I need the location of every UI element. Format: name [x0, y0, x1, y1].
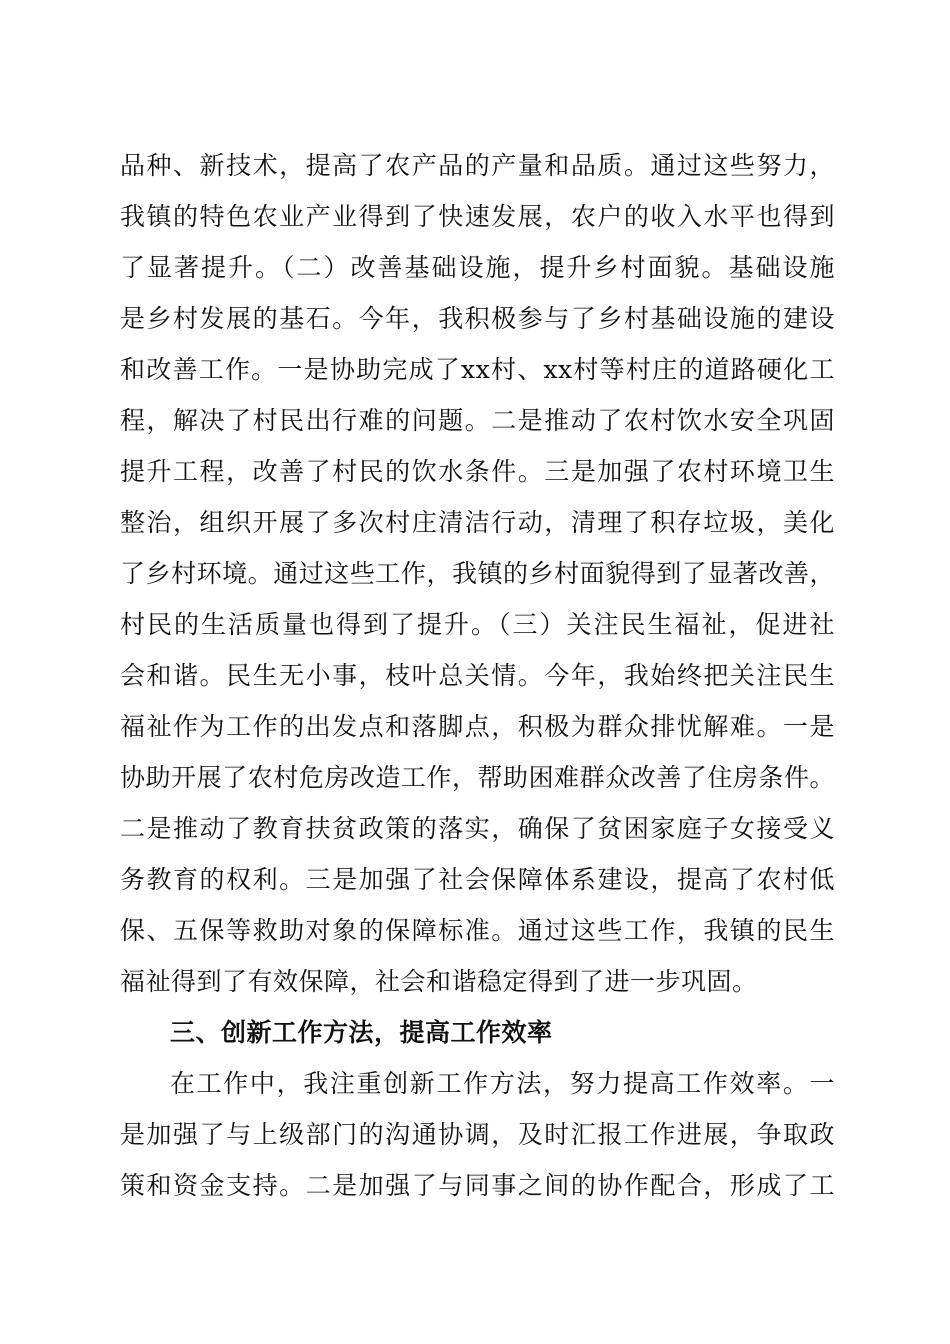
paragraph-line: 是加强了与上级部门的沟通协调，及时汇报工作进展，争取政: [120, 1120, 835, 1149]
text-line: 福祉得到了有效保障，社会和谐稳定得到了进一步巩固。: [120, 967, 758, 996]
text-line: 村民的生活质量也得到了提升。（三）关注民生福祉，促进社: [120, 610, 835, 639]
body-text: [120, 140, 835, 1211]
text-line: 我镇的特色农业产业得到了快速发展，农户的收入水平也得到: [120, 202, 835, 231]
text-line: 提升工程，改善了村民的饮水条件。三是加强了农村环境卫生: [120, 457, 835, 486]
text-line: 会和谐。民生无小事，枝叶总关情。今年，我始终把关注民生: [120, 661, 835, 690]
text-line: 品种、新技术，提高了农产品的产量和品质。通过这些努力，: [120, 151, 835, 180]
text-line: 了显著提升。（二）改善基础设施，提升乡村面貌。基础设施: [120, 253, 835, 282]
text-line: 协助开展了农村危房改造工作，帮助困难群众改善了住房条件。: [120, 763, 835, 792]
text-line: 整治，组织开展了多次村庄清洁行动，清理了积存垃圾，美化: [120, 508, 835, 537]
text-line: 保、五保等救助对象的保障标准。通过这些工作，我镇的民生: [120, 916, 835, 945]
paragraph-line: 策和资金支持。二是加强了与同事之间的协作配合，形成了工: [120, 1171, 835, 1200]
text-line: 二是推动了教育扶贫政策的落实，确保了贫困家庭子女接受义: [120, 814, 835, 843]
text-line: 是乡村发展的基石。今年，我积极参与了乡村基础设施的建设: [120, 304, 835, 333]
section-heading: 三、创新工作方法，提高工作效率: [170, 1018, 553, 1047]
text-line: 了乡村环境。通过这些工作，我镇的乡村面貌得到了显著改善，: [120, 559, 835, 588]
text-line: 和改善工作。一是协助完成了xx村、xx村等村庄的道路硬化工: [120, 355, 835, 384]
text-line: 福祉作为工作的出发点和落脚点，积极为群众排忧解难。一是: [120, 712, 835, 741]
paragraph-line: 在工作中，我注重创新工作方法，努力提高工作效率。一: [170, 1069, 835, 1098]
text-line: 程，解决了村民出行难的问题。二是推动了农村饮水安全巩固: [120, 406, 835, 435]
text-line: 务教育的权利。三是加强了社会保障体系建设，提高了农村低: [120, 865, 835, 894]
